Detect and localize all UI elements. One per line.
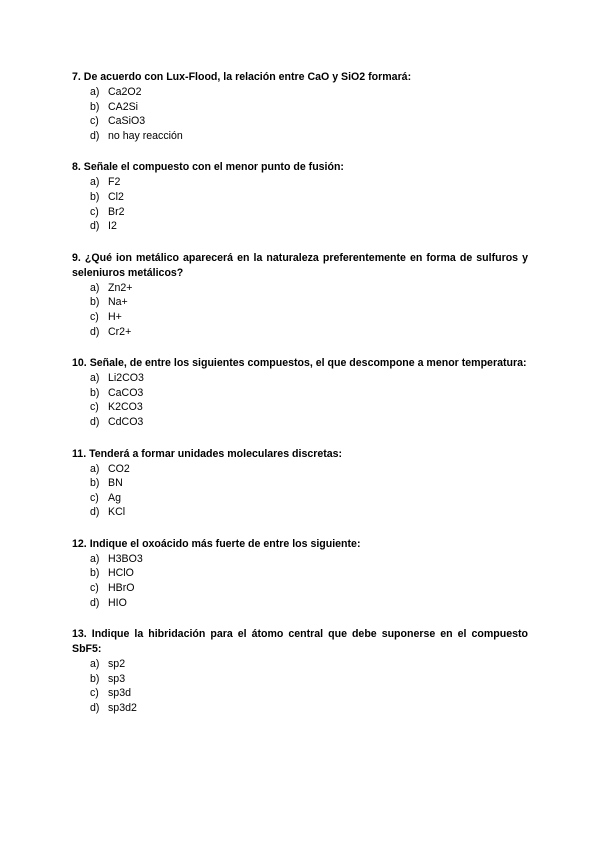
options-list	[72, 175, 528, 233]
option-text: sp3d2	[108, 702, 137, 715]
option-text: sp3d	[108, 687, 131, 700]
option-d	[72, 219, 528, 234]
option-text: sp3	[108, 672, 126, 685]
option-a	[72, 371, 528, 386]
question-number: 11.	[72, 447, 87, 460]
option-letter: c)	[90, 310, 99, 323]
document-page	[72, 70, 528, 733]
option-c	[72, 581, 528, 596]
option-d	[72, 505, 528, 520]
option-letter: d)	[90, 129, 100, 142]
option-letter: a)	[90, 658, 100, 671]
option-text: K2CO3	[108, 401, 143, 414]
option-text: CdCO3	[108, 415, 144, 428]
option-c	[72, 310, 528, 325]
option-text: HBrO	[108, 582, 135, 595]
option-letter: a)	[90, 372, 100, 385]
option-c	[72, 205, 528, 220]
option-text: CaSiO3	[108, 115, 146, 128]
option-d	[72, 325, 528, 340]
option-d	[72, 596, 528, 611]
question-number: 8.	[72, 161, 81, 174]
option-letter: b)	[90, 190, 100, 203]
option-text: CO2	[108, 462, 130, 475]
option-letter: c)	[90, 401, 99, 414]
question-text	[72, 356, 528, 371]
question-body: Tenderá a formar unidades moleculares discretas:	[89, 447, 343, 460]
question-text	[72, 251, 528, 281]
question-body: Señale, de entre los siguientes compuestos, el que descompone a menor temperatura:	[89, 357, 527, 370]
question-number: 7.	[72, 71, 81, 83]
options-list	[72, 462, 528, 520]
option-text: Br2	[108, 205, 125, 218]
option-letter: a)	[90, 552, 100, 565]
option-text: Cl2	[108, 190, 124, 203]
question-7	[72, 70, 528, 143]
option-text: H+	[108, 310, 122, 323]
question-8	[72, 160, 528, 233]
option-letter: d)	[90, 506, 100, 519]
option-text: HIO	[108, 596, 127, 609]
option-b	[72, 476, 528, 491]
option-letter: b)	[90, 567, 100, 580]
question-text	[72, 160, 528, 175]
options-list	[72, 281, 528, 339]
option-text: KCl	[108, 506, 126, 519]
option-b	[72, 295, 528, 310]
option-a	[72, 281, 528, 296]
option-c	[72, 686, 528, 701]
option-text: Cr2+	[108, 325, 132, 338]
option-text: HClO	[108, 567, 134, 580]
question-number: 13.	[72, 628, 87, 641]
question-text	[72, 537, 528, 552]
option-letter: c)	[90, 687, 99, 700]
option-text: CA2Si	[108, 100, 139, 113]
question-body: Señale el compuesto con el menor punto de fusión:	[83, 161, 344, 174]
question-12	[72, 537, 528, 610]
option-letter: c)	[90, 491, 99, 504]
option-letter: c)	[90, 205, 99, 218]
option-a	[72, 552, 528, 567]
option-b	[72, 566, 528, 581]
option-letter: c)	[90, 582, 99, 595]
question-text	[72, 70, 528, 85]
options-list	[72, 657, 528, 715]
option-text: Zn2+	[108, 281, 133, 294]
question-9	[72, 251, 528, 339]
option-a	[72, 657, 528, 672]
option-a	[72, 85, 528, 100]
option-letter: b)	[90, 100, 100, 113]
option-b	[72, 190, 528, 205]
option-d	[72, 701, 528, 716]
option-letter: d)	[90, 325, 100, 338]
option-text: H3BO3	[108, 552, 143, 565]
option-letter: a)	[90, 176, 100, 189]
question-11	[72, 447, 528, 520]
option-c	[72, 400, 528, 415]
question-body: De acuerdo con Lux-Flood, la relación entre CaO y SiO2 formará:	[83, 71, 412, 83]
option-letter: a)	[90, 281, 100, 294]
option-letter: d)	[90, 702, 100, 715]
options-list	[72, 552, 528, 610]
option-b	[72, 100, 528, 115]
option-letter: a)	[90, 86, 100, 98]
option-d	[72, 129, 528, 144]
option-letter: b)	[90, 386, 100, 399]
question-number: 10.	[72, 357, 87, 370]
option-letter: d)	[90, 415, 100, 428]
question-body: Indique la hibridación para el átomo central que debe suponerse en el compuesto SbF5:	[72, 628, 528, 656]
option-text: Li2CO3	[108, 372, 144, 385]
option-d	[72, 415, 528, 430]
question-13	[72, 627, 528, 715]
option-b	[72, 672, 528, 687]
option-a	[72, 175, 528, 190]
option-text: F2	[108, 176, 121, 189]
option-c	[72, 491, 528, 506]
option-letter: d)	[90, 596, 100, 609]
option-letter: c)	[90, 115, 99, 128]
option-text: I2	[108, 220, 117, 233]
option-text: BN	[108, 477, 123, 490]
option-text: no hay reacción	[108, 129, 183, 142]
option-letter: a)	[90, 462, 100, 475]
option-letter: b)	[90, 672, 100, 685]
option-letter: d)	[90, 220, 100, 233]
question-body: Indique el oxoácido más fuerte de entre los siguiente:	[89, 537, 361, 550]
option-text: Ag	[108, 491, 121, 504]
question-body: ¿Qué ion metálico aparecerá en la naturaleza preferentemente en forma de sulfuros y seleniuros metálicos?	[72, 251, 528, 279]
option-letter: b)	[90, 296, 100, 309]
option-text: CaCO3	[108, 386, 144, 399]
question-10	[72, 356, 528, 429]
options-list	[72, 85, 528, 143]
question-text	[72, 447, 528, 462]
options-list	[72, 371, 528, 429]
option-a	[72, 462, 528, 477]
question-text	[72, 627, 528, 657]
option-letter: b)	[90, 477, 100, 490]
question-number: 12.	[72, 537, 87, 550]
option-text: Na+	[108, 296, 128, 309]
option-text: Ca2O2	[108, 86, 142, 98]
option-c	[72, 114, 528, 129]
question-number: 9.	[72, 251, 81, 264]
option-b	[72, 386, 528, 401]
option-text: sp2	[108, 658, 126, 671]
